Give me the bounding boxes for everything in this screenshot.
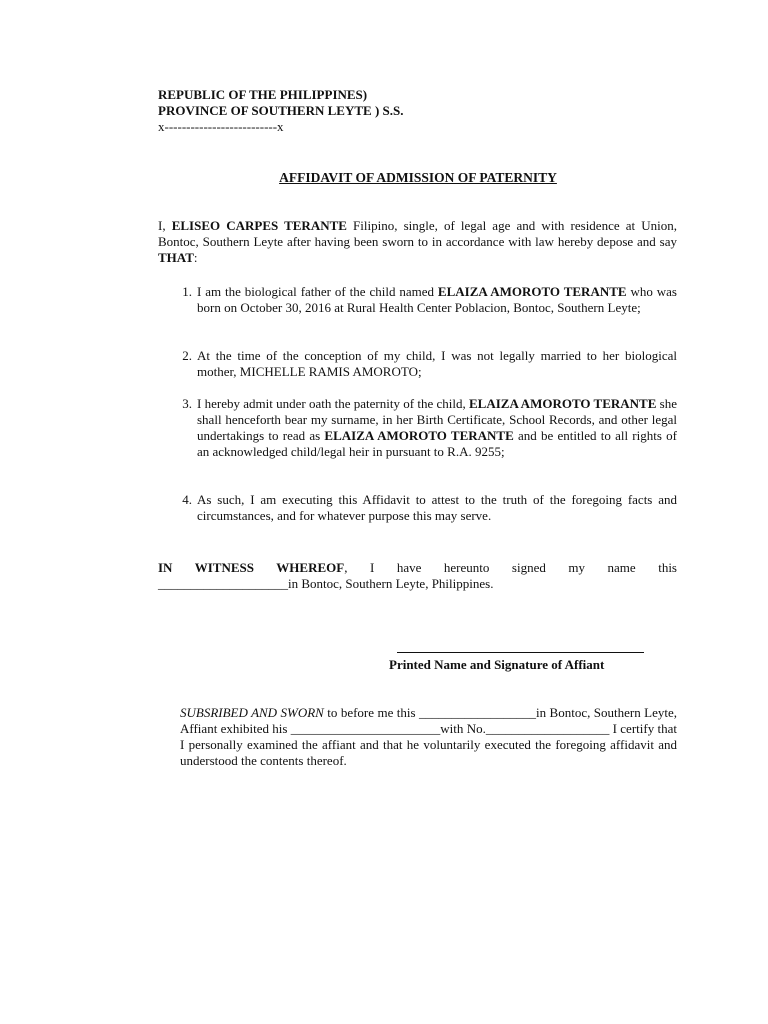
caption-separator: x--------------------------x	[158, 119, 284, 134]
witness-paragraph	[158, 560, 677, 592]
item-text-part: At the time of the conception of my child, I was not legally married to her biological mother, MICHELLE RAMIS AMOROTO;	[197, 348, 677, 379]
child-name: ELAIZA AMOROTO TERANTE	[324, 428, 514, 443]
id-number-blank: ___________________	[485, 721, 610, 736]
signature-line	[397, 652, 644, 653]
item-number: 1.	[182, 284, 192, 299]
intro-paragraph	[158, 218, 677, 266]
intro-that: THAT	[158, 250, 194, 265]
document-title: AFFIDAVIT OF ADMISSION OF PATERNITY	[279, 170, 557, 185]
item-number: 3.	[182, 396, 192, 411]
item-text	[197, 348, 677, 380]
item-text-part: who was born on October 30, 2016 at Rural Health Center Poblacion, Bontoc, Southern Leyte;	[197, 284, 677, 315]
intro-pre: I,	[158, 218, 172, 233]
jurat-part: to before me this	[323, 705, 419, 720]
affiant-name: ELISEO CARPES TERANTE	[171, 218, 347, 233]
signature-label: Printed Name and Signature of Affiant	[389, 657, 605, 672]
item-number: 2.	[182, 348, 192, 363]
jurat-paragraph	[126, 705, 677, 769]
date-blank: ____________________	[158, 576, 288, 591]
id-blank: _______________________	[290, 721, 441, 736]
item-text-part: I am the biological father of the child named	[197, 284, 438, 299]
item-text-part: she shall henceforth bear my surname, in her Birth Certificate, School Records, and other legal undertakings to read as	[197, 396, 677, 443]
jurat-part: in Bontoc, Southern Leyte, Affiant exhibited his	[180, 705, 678, 736]
jurat-text	[126, 705, 677, 769]
witness-line-2	[158, 576, 677, 592]
item-text-part: and be entitled to all rights of an acknowledged child/legal heir in pursuant to R.A. 9255;	[197, 428, 677, 459]
document-caption	[158, 87, 403, 135]
item-text	[197, 492, 677, 524]
jurat-part: I certify that I personally examined the affiant and that he voluntarily executed the foregoing affidavit and understood the contents thereof.	[180, 721, 678, 768]
intro-text: Filipino, single, of legal age and with residence at Union, Bontoc, Southern Leyte after having been sworn to in accordance with law hereby depose and say	[158, 218, 677, 249]
witness-place: in Bontoc, Southern Leyte, Philippines.	[288, 576, 494, 591]
witness-bold: IN WITNESS WHEREOF	[158, 560, 345, 575]
item-text	[197, 396, 677, 460]
witness-line-1	[158, 560, 677, 576]
intro-colon: :	[193, 250, 198, 265]
witness-text: , I have hereunto signed my name this	[344, 560, 677, 575]
jurat-italic: SUBSRIBED AND SWORN	[180, 705, 324, 720]
item-text-part: As such, I am executing this Affidavit to attest to the truth of the foregoing facts and circumstances, and for whatever purpose this may serve.	[197, 492, 677, 523]
child-name: ELAIZA AMOROTO TERANTE	[437, 284, 627, 299]
item-text	[197, 284, 677, 316]
jurat-part: with No.	[440, 721, 486, 736]
child-name: ELAIZA AMOROTO TERANTE	[469, 396, 657, 411]
caption-province: PROVINCE OF SOUTHERN LEYTE ) S.S.	[158, 103, 404, 118]
jurat-date-blank: __________________	[419, 705, 536, 720]
item-text-part: I hereby admit under oath the paternity of the child,	[197, 396, 469, 411]
item-number: 4.	[182, 492, 192, 507]
caption-republic: REPUBLIC OF THE PHILIPPINES)	[158, 87, 368, 102]
